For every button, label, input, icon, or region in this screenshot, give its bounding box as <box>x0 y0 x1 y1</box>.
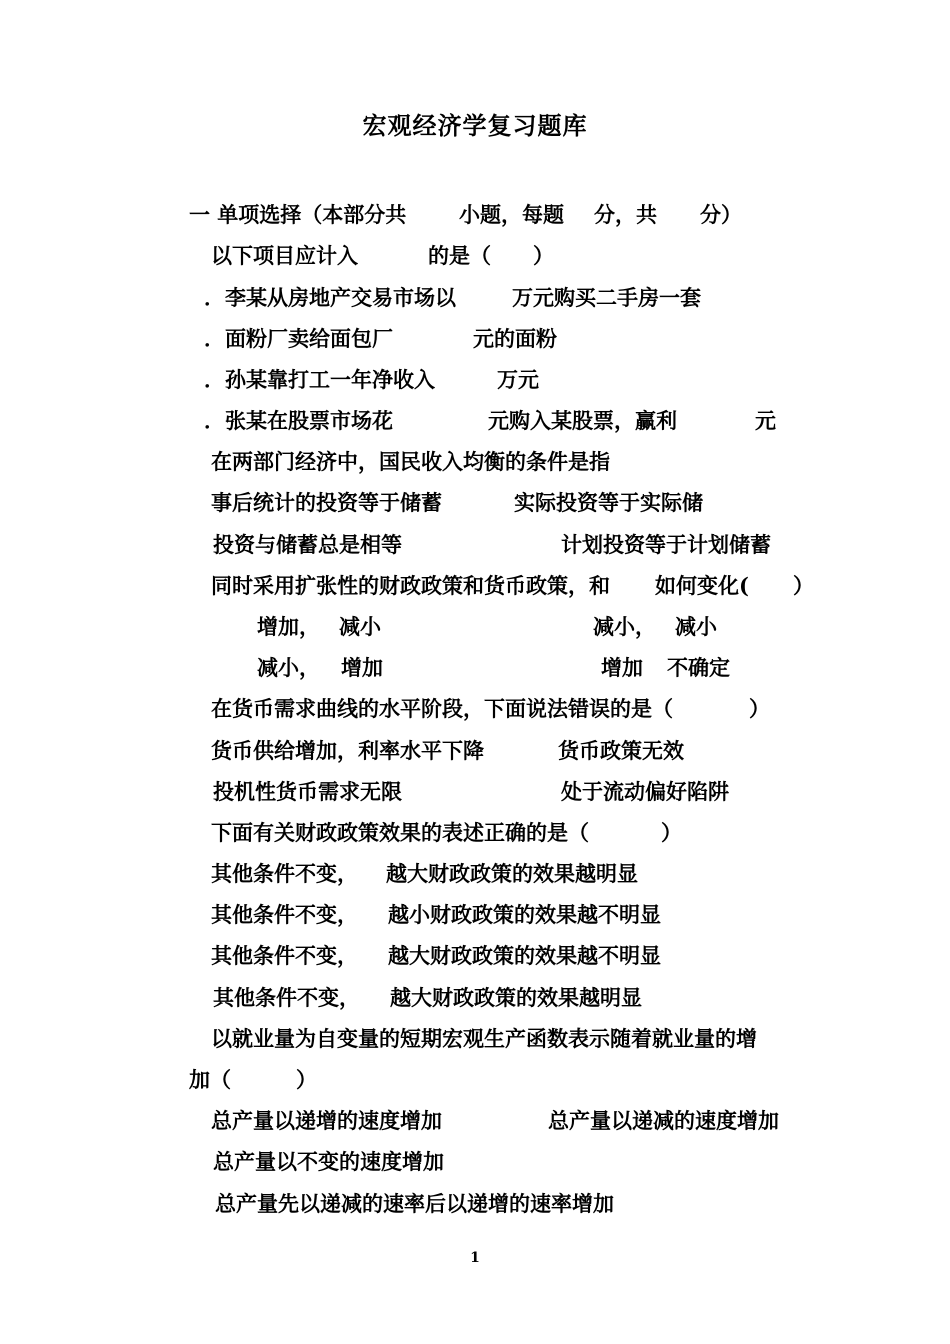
option-text-part: 减小 <box>675 614 717 639</box>
option-text-part: 不确定 <box>667 655 730 680</box>
option-text: ．孙某靠打工一年净收入 <box>204 367 435 392</box>
option-text: 货币供给增加，利率水平下降 <box>211 738 484 763</box>
option-text-part: 元购入某股票，赢利 <box>488 408 677 433</box>
option-text: 减小， <box>257 655 320 680</box>
option-text-part: 越大财政政策的效果越不明显 <box>388 943 661 968</box>
option-text: 实际投资等于实际储 <box>514 490 703 515</box>
option-text: ．张某在股票市场花 <box>204 408 393 433</box>
option-text: 总产量以不变的速度增加 <box>213 1149 444 1174</box>
option-text: 总产量以递减的速度增加 <box>548 1108 779 1133</box>
option-text: 事后统计的投资等于储蓄 <box>211 490 442 515</box>
option-text-part: 越大财政政策的效果越明显 <box>386 861 638 886</box>
option-text-part: 越小财政政策的效果越不明显 <box>388 902 661 927</box>
page-title: 宏观经济学复习题库 <box>362 111 588 140</box>
page-number: 1 <box>470 1250 480 1266</box>
section-heading-part: 分） <box>700 202 742 227</box>
question-stem: 以下项目应计入 <box>211 243 358 268</box>
question-stem-part: 的是（ <box>428 243 491 268</box>
section-heading-part: 小题，每题 <box>459 202 564 227</box>
option-text: 增加， <box>257 614 320 639</box>
option-text: 其他条件不变， <box>211 943 358 968</box>
option-text: 投机性货币需求无限 <box>213 779 402 804</box>
option-text-part: 万元购买二手房一套 <box>512 285 701 310</box>
question-stem-part: ） <box>533 243 554 268</box>
option-text-part: 越大财政政策的效果越明显 <box>390 985 642 1010</box>
option-text: 其他条件不变， <box>211 902 358 927</box>
option-text-part: 增加 <box>341 655 383 680</box>
option-text-part: 减小 <box>339 614 381 639</box>
option-text-part: 元的面粉 <box>473 326 557 351</box>
question-stem: 下面有关财政政策效果的表述正确的是（ <box>211 820 589 845</box>
option-text: 计划投资等于计划储蓄 <box>561 532 771 557</box>
option-text-part: 万元 <box>497 367 539 392</box>
question-stem: 同时采用扩张性的财政政策和货币政策，和 <box>211 573 610 598</box>
section-heading: 一 单项选择（本部分共 <box>189 202 407 227</box>
option-text: 总产量先以递减的速率后以递增的速率增加 <box>215 1191 614 1216</box>
option-text: 投资与储蓄总是相等 <box>213 532 402 557</box>
option-text-part: 元 <box>755 408 776 433</box>
question-stem: 在两部门经济中，国民收入均衡的条件是指 <box>211 449 610 474</box>
question-stem-part: ） <box>296 1067 317 1092</box>
question-stem-part: ） <box>661 820 682 845</box>
question-stem-part: ） <box>793 573 814 598</box>
question-stem: 在货币需求曲线的水平阶段，下面说法错误的是（ <box>211 696 673 721</box>
question-stem: 以就业量为自变量的短期宏观生产函数表示随着就业量的增 <box>211 1026 757 1051</box>
option-text: ．面粉厂卖给面包厂 <box>204 326 393 351</box>
question-stem-part: ） <box>749 696 770 721</box>
option-text: 增加 <box>601 655 643 680</box>
option-text: 其他条件不变， <box>211 861 358 886</box>
option-text: 总产量以递增的速度增加 <box>211 1108 442 1133</box>
question-stem-part: 如何变化( <box>655 573 749 598</box>
option-text: ．李某从房地产交易市场以 <box>204 285 456 310</box>
section-heading-part: 分，共 <box>594 202 657 227</box>
question-stem-part: 加（ <box>189 1067 231 1092</box>
option-text: 其他条件不变， <box>213 985 360 1010</box>
option-text: 减小， <box>593 614 656 639</box>
option-text: 货币政策无效 <box>558 738 684 763</box>
option-text: 处于流动偏好陷阱 <box>561 779 729 804</box>
